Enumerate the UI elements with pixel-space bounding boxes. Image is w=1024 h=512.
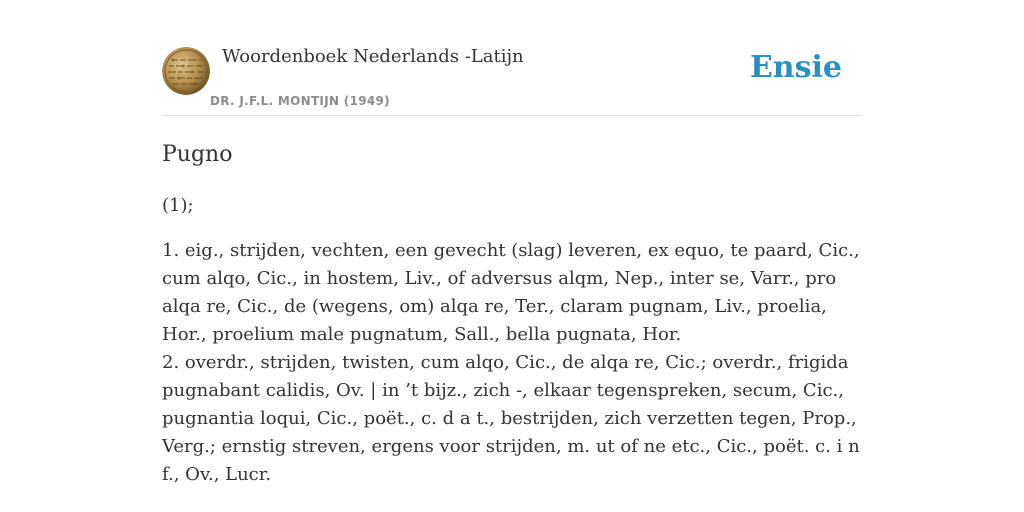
- entry-title: Pugno: [162, 142, 233, 167]
- page-header: [162, 44, 862, 116]
- entry-content: [162, 140, 862, 489]
- definition-text: [162, 237, 862, 489]
- ensie-logo[interactable]: Ensie: [749, 50, 842, 85]
- definition-sense-1: 1. eig., strijden, vechten, een gevecht (slag) leveren, ex equo, te paard, Cic., cum alqo, Cic., in hostem, Liv., of adversus alqm, Nep., inter se, Varr., pro alqa re, Cic., de (wegens, om) alqa re, Ter., claram pugnam, Liv., proelia, Hor., proelium male pugnatum, Sall., bella pugnata, Hor.: [162, 240, 860, 345]
- definition-sense-2: 2. overdr., strijden, twisten, cum alqo, Cic., de alqa re, Cic.; overdr., frigida pugnabant calidis, Ov. | in ’t bijz., zich -, elkaar tegenspreken, secum, Cic., pugnantia loqui, Cic., poët., c. d a t., bestrijden, zich verzetten tegen, Prop., Verg.; ernstig streven, ergens voor strijden, m. ut of ne etc., Cic., poët. c. i n f., Ov., Lucr.: [162, 352, 860, 485]
- sense-marker: (1);: [162, 195, 194, 216]
- dictionary-author: DR. J.F.L. MONTIJN (1949): [210, 94, 390, 108]
- dictionary-title[interactable]: Woordenboek Nederlands -Latijn: [222, 46, 524, 67]
- coin-medallion-icon[interactable]: [162, 47, 210, 95]
